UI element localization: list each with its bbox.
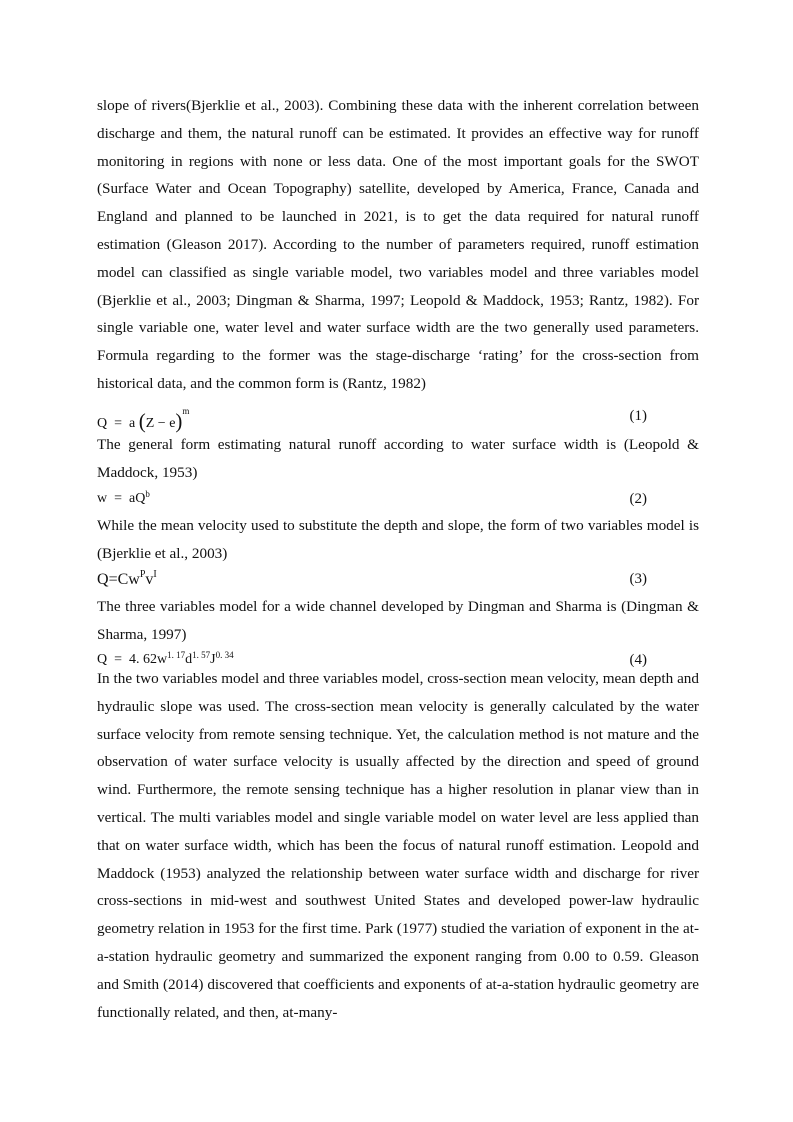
equation-1 — [97, 408, 699, 432]
equation-3-expression: $Q=Cw^Pv^I$ — [97, 569, 157, 588]
equation-3-number: (3) — [629, 571, 647, 587]
equation-3 — [97, 571, 699, 595]
paragraph-intro: slope of rivers(Bjerklie et al., 2003). Combining these data with the inherent correlation between discharge and them, the natural runoff can be estimated. It provides an effective way for runoff monitoring in regions with none or less data. One of the most important goals for the SWOT (Surface Water and Ocean Topography) satellite, developed by America, France, Canada and England and planned to be launched in 2021, is to get the data required for natural runoff estimation (Gleason 2017). According to the number of parameters required, runoff estimation model can classified as single variable model, two variables model and three variables model (Bjerklie et al., 2003; Dingman & Sharma, 1997; Leopold & Maddock, 1953; Rantz, 1982). For single variable one, water level and water surface width are the two generally used parameters. Formula regarding to the former was the stage-discharge ‘rating’ for the cross-section from historical data, and the common form is (Rantz, 1982) — [97, 97, 699, 392]
paragraph-two-variables: While the mean velocity used to substitute the depth and slope, the form of two variables model is (Bjerklie et al., 2003) — [97, 517, 699, 562]
equation-1-number: (1) — [629, 408, 647, 424]
equation-1-expression: Q = a $(Z - e)^m$ — [97, 406, 190, 433]
paragraph-width-form: The general form estimating natural runoff according to water surface width is (Leopold & Maddock, 1953) — [97, 436, 699, 481]
paragraph-discussion: In the two variables model and three variables model, cross-section mean velocity, mean depth and hydraulic slope was used. The cross-section mean velocity is generally calculated by the water surface velocity from remote sensing technique. Yet, the calculation method is not mature and the observation of water surface velocity is usually affected by the direction and speed of ground wind. Furthermore, the remote sensing technique has a higher resolution in planar view than in vertical. The multi variables model and single variable model on water level are less applied than that on water surface width, which has been the focus of natural runoff estimation. Leopold and Maddock (1953) analyzed the relationship between water surface width and discharge for river cross-sections in mid-west and southwest United States and developed power-law hydraulic geometry relation in 1953 for the first time. Park (1977) studied the variation of exponent in the at-a-station hydraulic geometry and summarized the exponent ranging from 0.00 to 0.59. Gleason and Smith (2014) discovered that coefficients and exponents of at-a-station hydraulic geometry are functionally related, and then, at-many- — [97, 670, 699, 1021]
equation-4-number: (4) — [629, 652, 647, 668]
equation-4-expression: Q = 4. $62w^{1. 17}d^{1. 57}J^{0. 34}$ — [97, 650, 234, 667]
paragraph-three-variables: The three variables model for a wide channel developed by Dingman and Sharma is (Dingman & Sharma, 1997) — [97, 598, 699, 643]
equation-2-expression: $w = aQ^b$ — [97, 489, 150, 506]
equation-2-number: (2) — [629, 491, 647, 507]
